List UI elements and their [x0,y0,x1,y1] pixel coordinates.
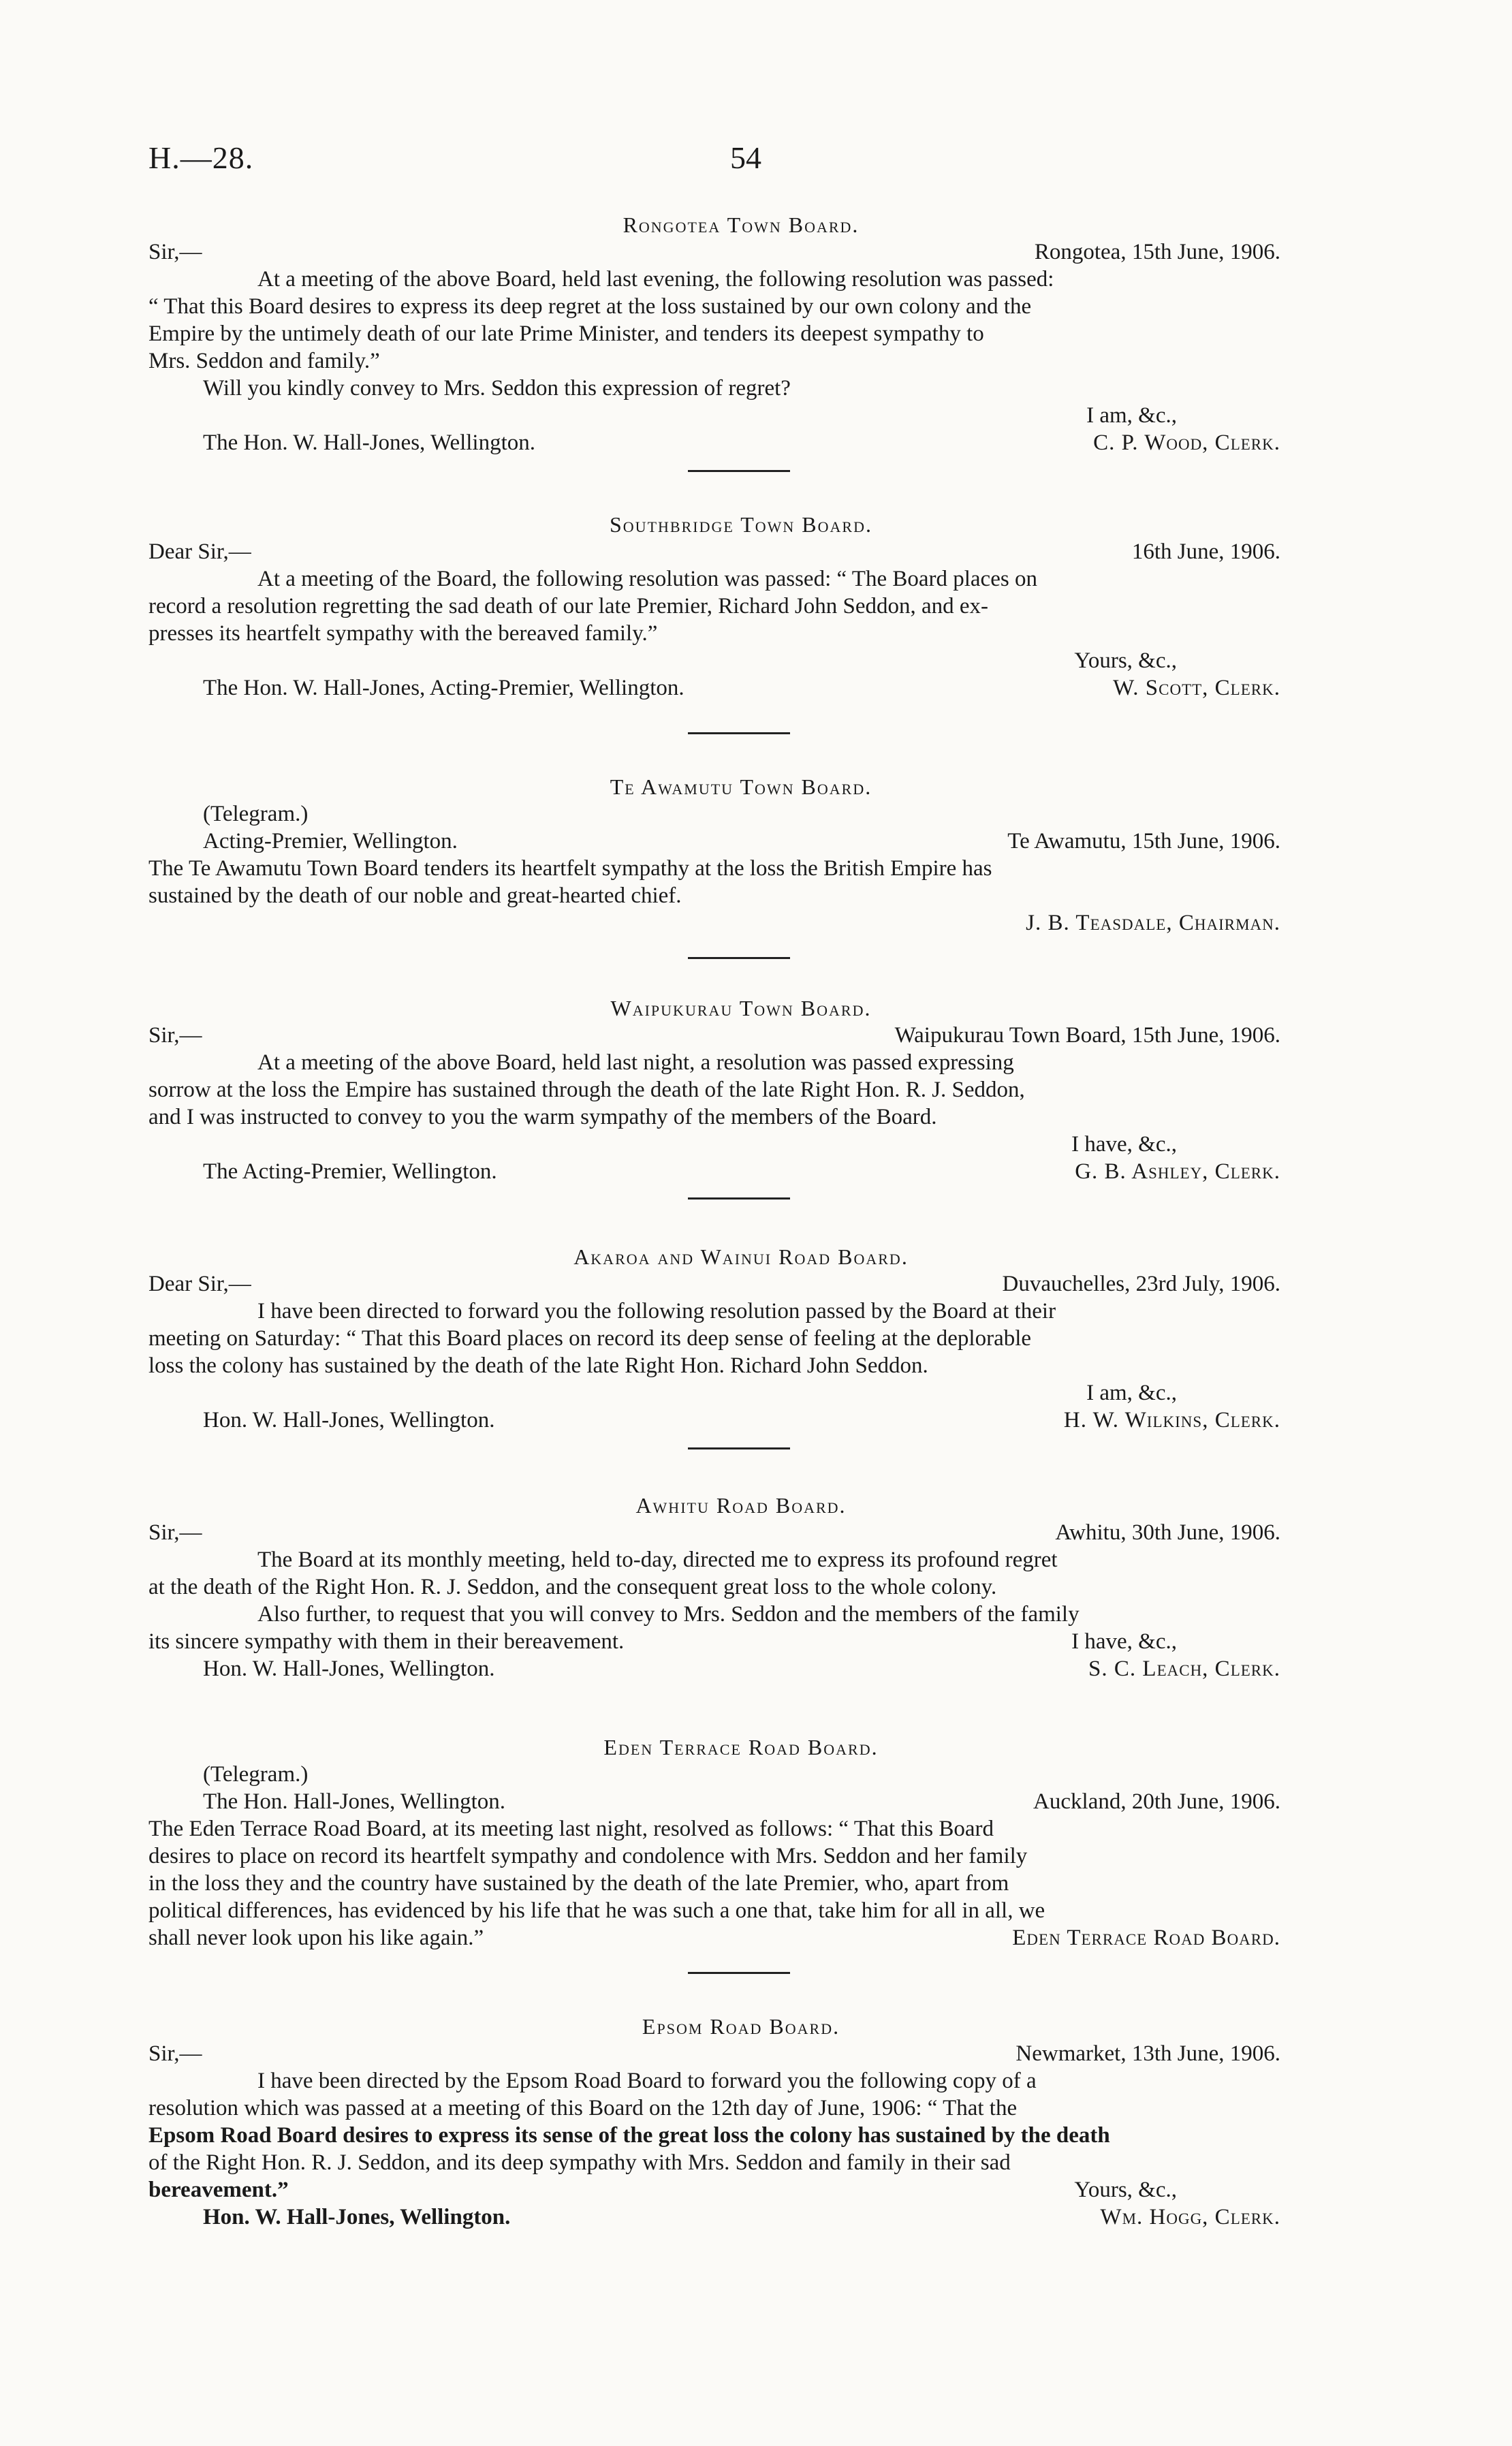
section-title: Southbridge Town Board. [610,512,872,537]
closing: I have, &c., [1071,1629,1177,1654]
body-line: The Te Awamutu Town Board tenders its heartfelt sympathy at the loss the British Empire has [148,856,992,881]
letter-rongotea [148,211,1334,456]
salutation: Sir,— [148,1520,202,1545]
body-line: loss the colony has sustained by the death of the late Right Hon. Richard John Seddon. [148,1353,928,1378]
closing: I have, &c., [1071,1132,1177,1157]
addressee: Hon. W. Hall-Jones, Wellington. [203,1657,495,1681]
salutation: Sir,— [148,1023,202,1048]
section-title: Waipukurau Town Board. [610,996,872,1020]
body-line: sorrow at the loss the Empire has sustained through the death of the late Right Hon. R. J. Seddon, [148,1078,1025,1102]
body-line: The Eden Terrace Road Board, at its meeting last night, resolved as follows: “ That this Board [148,1817,994,1841]
page-number: 54 [730,140,761,175]
signature: G. B. Ashley, Clerk. [1075,1159,1280,1184]
closing: I am, &c., [1086,403,1177,428]
dateline: Te Awamutu, 15th June, 1906. [1007,829,1280,853]
addressee: The Hon. W. Hall-Jones, Acting-Premier, Wellington. [203,676,684,700]
body-line: I have been directed by the Epsom Road Board to forward you the following copy of a [257,2069,1037,2093]
recipient: The Hon. Hall-Jones, Wellington. [203,1789,506,1814]
salutation: Dear Sir,— [148,539,251,564]
letter-te-awamutu [148,773,1334,937]
signature: H. W. Wilkins, Clerk. [1063,1408,1280,1432]
body-line: At a meeting of the above Board, held last evening, the following resolution was passed: [257,267,1054,292]
section-divider [688,470,790,472]
dateline: Newmarket, 13th June, 1906. [1015,2041,1280,2066]
salutation: Sir,— [148,240,202,264]
body-line: Mrs. Seddon and family.” [148,349,380,373]
body-line: presses its heartfelt sympathy with the bereaved family.” [148,621,658,646]
letter-waipukurau [148,994,1334,1185]
body-line: and I was instructed to convey to you the warm sympathy of the members of the Board. [148,1105,937,1129]
signature: Wm. Hogg, Clerk. [1100,2205,1280,2229]
body-line: of the Right Hon. R. J. Seddon, and its deep sympathy with Mrs. Seddon and family in their sad [148,2150,1011,2175]
letter-akaroa-wainui [148,1243,1334,1434]
letter-eden-terrace [148,1734,1334,1951]
dateline: Awhitu, 30th June, 1906. [1055,1520,1280,1545]
addressee: The Acting-Premier, Wellington. [203,1159,497,1184]
body-line: Empire by the untimely death of our late Prime Minister, and tenders its deepest sympathy to [148,322,984,346]
signature: C. P. Wood, Clerk. [1093,430,1280,455]
body-line: The Board at its monthly meeting, held to-day, directed me to express its profound regret [257,1548,1058,1572]
section-divider [688,1197,790,1200]
body-line: Will you kindly convey to Mrs. Seddon this expression of regret? [203,376,791,401]
closing: I am, &c., [1086,1381,1177,1405]
body-line: “ That this Board desires to express its deep regret at the loss sustained by our own colony and the [148,294,1032,319]
dateline: 16th June, 1906. [1131,539,1280,564]
section-divider [688,957,790,959]
addressee: The Hon. W. Hall-Jones, Wellington. [203,430,536,455]
letter-southbridge [148,511,1334,702]
body-line: shall never look upon his like again.” [148,1926,484,1950]
section-title: Awhitu Road Board. [635,1493,847,1518]
body-line: at the death of the Right Hon. R. J. Seddon, and the consequent great loss to the whole colony. [148,1575,997,1599]
body-line: resolution which was passed at a meeting of this Board on the 12th day of June, 1906: “ That the [148,2096,1018,2120]
section-divider [688,1972,790,1974]
addressee: Hon. W. Hall-Jones, Wellington. [203,2205,511,2229]
section-divider [688,1447,790,1449]
letter-epsom [148,2013,1334,2231]
salutation: Sir,— [148,2041,202,2066]
signature: S. C. Leach, Clerk. [1088,1657,1280,1681]
signature: W. Scott, Clerk. [1113,676,1280,700]
dateline: Duvauchelles, 23rd July, 1906. [1002,1272,1280,1296]
telegram-note: (Telegram.) [203,1762,309,1787]
closing: Yours, &c., [1074,2178,1177,2202]
section-title: Akaroa and Wainui Road Board. [573,1244,909,1269]
letter-awhitu [148,1492,1334,1682]
section-title: Eden Terrace Road Board. [603,1735,879,1759]
body-line: political differences, has evidenced by his life that he was such a one that, take him for all in all, we [148,1898,1045,1923]
body-line: desires to place on record its heartfelt sympathy and condolence with Mrs. Seddon and her family [148,1844,1028,1868]
body-line: Also further, to request that you will convey to Mrs. Seddon and the members of the family [257,1602,1080,1627]
telegram-note: (Telegram.) [203,802,309,826]
section-title: Te Awamutu Town Board. [610,774,872,799]
body-line: meeting on Saturday: “ That this Board places on record its deep sense of feeling at the deplorable [148,1326,1032,1351]
body-line: record a resolution regretting the sad death of our late Premier, Richard John Seddon, and ex- [148,594,989,618]
body-line: At a meeting of the above Board, held last night, a resolution was passed expressing [257,1050,1014,1075]
addressee: Hon. W. Hall-Jones, Wellington. [203,1408,495,1432]
body-line: in the loss they and the country have sustained by the death of the late Premier, who, apart from [148,1871,1009,1896]
section-title: Epsom Road Board. [642,2014,840,2039]
body-line: Epsom Road Board desires to express its sense of the great loss the colony has sustained by the death [148,2123,1110,2148]
dateline: Rongotea, 15th June, 1906. [1034,240,1280,264]
recipient: Acting-Premier, Wellington. [203,829,458,853]
section-divider [688,732,790,734]
signature: Eden Terrace Road Board. [1012,1926,1280,1950]
dateline: Waipukurau Town Board, 15th June, 1906. [894,1023,1280,1048]
dateline: Auckland, 20th June, 1906. [1033,1789,1280,1814]
document-reference: H.—28. [148,140,254,175]
signature: J. B. Teasdale, Chairman. [1026,911,1280,935]
salutation: Dear Sir,— [148,1272,251,1296]
closing: Yours, &c., [1074,648,1177,673]
body-line: At a meeting of the Board, the following resolution was passed: “ The Board places on [257,567,1037,591]
body-line: its sincere sympathy with them in their bereavement. [148,1629,625,1654]
body-line: sustained by the death of our noble and great-hearted chief. [148,883,682,908]
body-line: I have been directed to forward you the following resolution passed by the Board at their [257,1299,1056,1323]
body-line: bereavement.” [148,2178,289,2202]
section-title: Rongotea Town Board. [623,213,860,237]
